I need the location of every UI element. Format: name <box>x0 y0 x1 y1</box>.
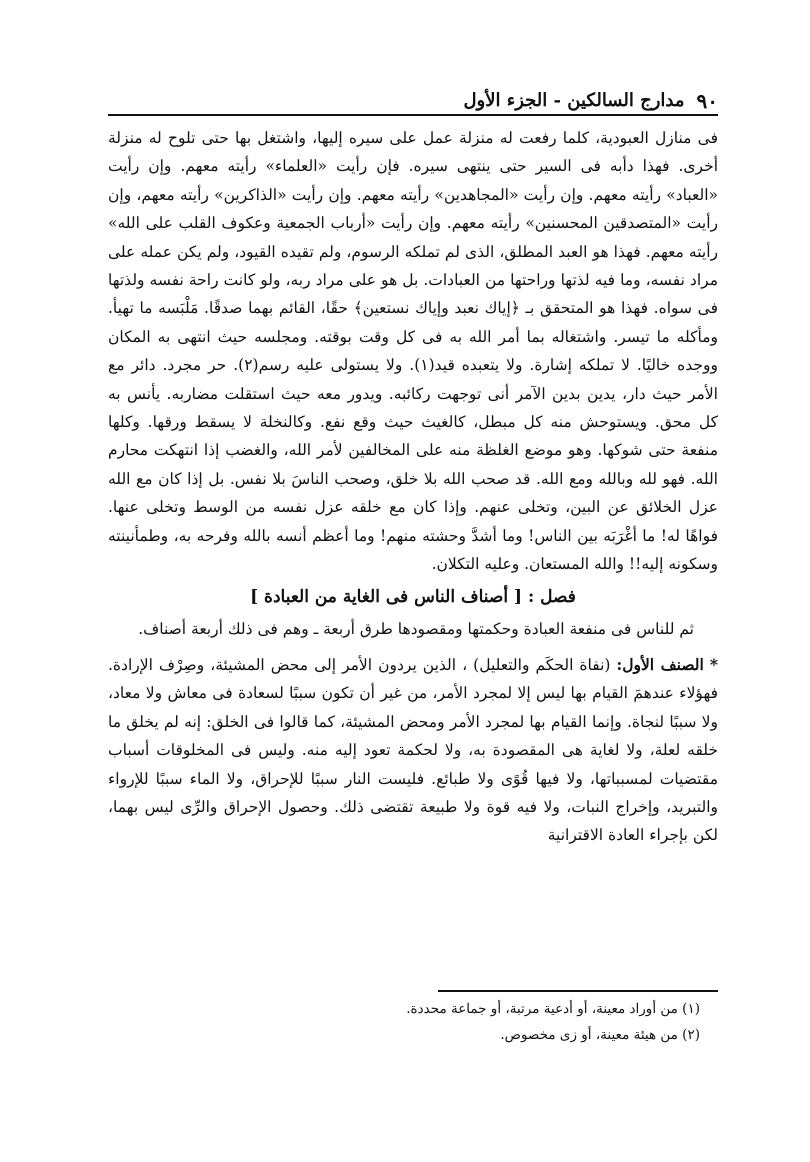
paragraph-3-text: (نفاة الحكَم والتعليل) ، الذين يردون الأمر إلى محض المشيئة، وصِرْف الإرادة. فهؤلاء عندهمَ القيام بها ليس إلا لمجرد الأمر، من غير أن تكون سببًا لسعادة فى معاش ولا معاد، ولا سببًا لنجاة. وإنما القيام بها لمجرد الأمر ومحض المشيئة، كما قالوا فى الخلق: إنه لم يخلق ما خلقه لعلة، ولا لغاية هى المقصودة به، ولا لحكمة تعود إليه منه. وليس فى المخلوقات أسباب مقتضيات لمسبباتها، ولا فيها قُوًى ولا طبائع. فليست النار سببًا للإحراق، ولا الماء سببًا للإرواء والتبريد، وإخراج النبات، ولا فيه قوة ولا طبيعة تقتضى ذلك. وحصول الإحراق والرِّى ليس بهما، لكن بإجراء العادة الاقترانية <box>108 655 718 845</box>
main-text <box>108 124 718 850</box>
header-divider <box>108 114 718 116</box>
footnote-2: (٢) من هيئة معينة، أو زى مخصوص. <box>500 1027 700 1043</box>
category-term: الصنف الأول: <box>616 654 704 674</box>
running-title: مدارج السالكين - الجزء الأول <box>463 90 685 111</box>
running-header <box>108 86 718 112</box>
paragraph-1: فى منازل العبودية، كلما رفعت له منزلة عمل على سيره إليها، واشتغل بها حتى تلوح له منزلة أخرى. فهذا دأبه فى السير حتى ينتهى سيره. فإن رأيت «العلماء» رأيته معهم. وإن رأيت «العباد» رأيته معهم. وإن رأيت «المجاهدين» رأيته معهم. وإن رأيت «الذاكرين» رأيته معهم، وإن رأيت «المتصدقين المحسنين» رأيته معهم. وإن رأيت «أرباب الجمعية وعكوف القلب على الله» رأيته معهم. فهذا هو العبد المطلق، الذى لم تملكه الرسوم، ولم تقيده القيود، ولم يكن عمله على مراد نفسه، وما فيه لذتها وراحتها من العبادات. بل هو على مراد ربه، ولو كانت راحة نفسه ولذتها فى سواه. فهذا هو المتحقق بـ ﴿إياك نعبد وإياك نستعين﴾ حقًا، القائم بهما صدقًا. مَلْبَسه ما تهيأ. ومأكله ما تيسر. واشتغاله بما أمر الله به فى كل وقت بوقته. ومجلسه حيث انتهى به المكان ووجده خاليًا. لا تملكه إشارة. ولا يتعبده قيد(١). ولا يستولى عليه رسم(٢). حر مجرد. دائر مع الأمر حيث دار، يدين بدين الآمر أنى توجهت ركائبه. ويدور معه حيث استقلت مضاربه. يأنس به كل محق. ويستوحش منه كل مبطل، كالغيث حيث وقع نفع. وكالنخلة لا يسقط ورقها. وكلها منفعة حتى شوكها. وهو موضع الغلظة منه على المخالفين لأمر الله، والغضب إذا انتهكت محارم الله. فهو لله وبالله ومع الله. قد صحب الله بلا خلق، وصحب الناسَ بلا نفس. بل إذا كان مع الله عزل الخلائق عن البين، وتخلى عنهم. وإذا كان مع خلقه عزل نفسه من الوسط وتخلى عنها. فواهًا له! ما أغْرَبَه بين الناس! وما أشدَّ وحشته منهم! وما أعظم أنسه بالله وفرحه به، وطمأنينته وسكونه إليه!! والله المستعان. وعليه التكلان. <box>108 129 718 574</box>
paragraph-2: ثم للناس فى منفعة العبادة وحكمتها ومقصودها طرق أربعة ـ وهم فى ذلك أربعة أصناف. <box>138 619 694 638</box>
paragraph-3 <box>108 651 718 850</box>
footnote-1: (١) من أوراد معينة، أو أدعية مرتبة، أو جماعة محددة. <box>406 1001 700 1017</box>
section-heading: فصل : [ أصناف الناس فى الغاية من العبادة ] <box>250 586 576 607</box>
page-number: ٩٠ <box>696 89 718 113</box>
footnotes <box>108 996 718 1048</box>
footnote-divider <box>438 990 718 992</box>
asterisk-marker: * <box>709 654 718 674</box>
